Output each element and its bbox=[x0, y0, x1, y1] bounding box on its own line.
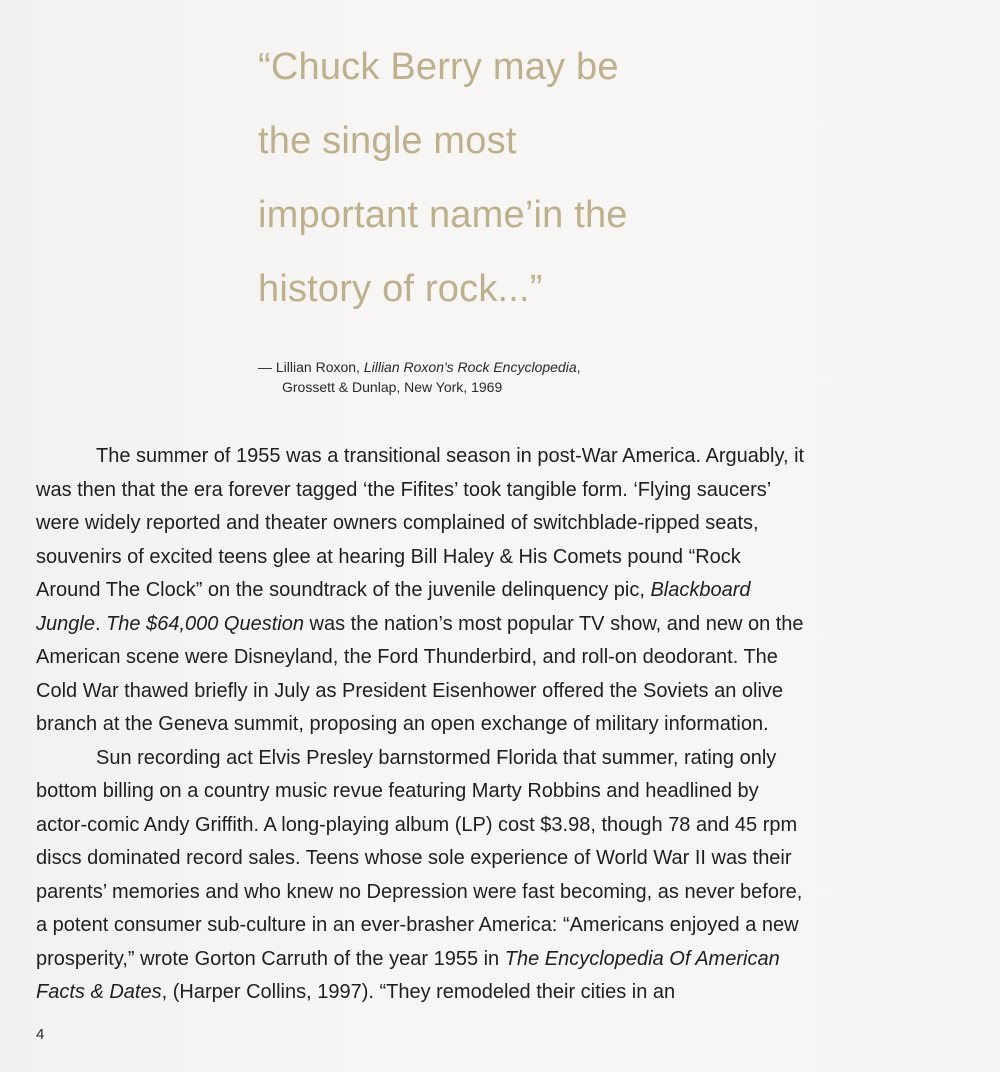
body-line bbox=[36, 574, 1000, 608]
tv-show-title: The $64,000 Question bbox=[106, 612, 304, 635]
body-text-span: Around The Clock” on the soundtrack of the juvenile delinquency pic, bbox=[36, 579, 651, 601]
body-line: parents’ memories and who knew no Depression were fast becoming, as never before, bbox=[36, 880, 803, 903]
attribution-punct: , bbox=[576, 359, 581, 375]
attribution-book-title: Lillian Roxon's Rock Encyclopedia bbox=[363, 359, 577, 375]
book-title: The Encyclopedia Of American bbox=[504, 947, 780, 970]
body-line: bottom billing on a country music revue featuring Marty Robbins and headlined by bbox=[36, 780, 759, 802]
body-text bbox=[36, 440, 1000, 1010]
body-line: The summer of 1955 was a transitional season in post-War America. Arguably, it bbox=[96, 445, 805, 467]
body-line: American scene were Disneyland, the Ford Thunderbird, and roll-on deodorant. The bbox=[36, 646, 778, 668]
body-line bbox=[36, 976, 1000, 1010]
pull-quote-line: “Chuck Berry may be bbox=[258, 46, 619, 88]
book-title-cont: Facts & Dates bbox=[36, 981, 162, 1003]
pull-quote bbox=[258, 30, 778, 326]
quote-attribution bbox=[258, 357, 778, 397]
pull-quote-line: the single most bbox=[258, 120, 517, 162]
body-line: actor-comic Andy Griffith. A long-playing album (LP) cost $3.98, though 78 and 45 rpm bbox=[36, 813, 798, 836]
body-line: branch at the Geneva summit, proposing an open exchange of military information. bbox=[36, 713, 769, 735]
body-line bbox=[36, 943, 1000, 977]
body-text-span: , (Harper Collins, 1997). “They remodeled their cities in an bbox=[161, 981, 676, 1003]
body-text-span: was the nation’s most popular TV show, and new on the bbox=[303, 612, 804, 635]
body-line: souvenirs of excited teens glee at hearing Bill Haley & His Comets pound “Rock bbox=[36, 545, 741, 568]
attribution-line bbox=[258, 357, 778, 377]
body-line: Cold War thawed briefly in July as President Eisenhower offered the Soviets an olive bbox=[36, 679, 784, 702]
body-line: were widely reported and theater owners complained of switchblade-ripped seats, bbox=[36, 512, 759, 534]
body-line: was then that the era forever tagged ‘the Fifites’ took tangible form. ‘Flying saucers’ bbox=[36, 478, 772, 501]
film-title: Blackboard bbox=[650, 579, 751, 601]
body-line: discs dominated record sales. Teens whose sole experience of World War II was their bbox=[36, 847, 792, 869]
page-number: 4 bbox=[36, 1026, 45, 1043]
attribution-publisher: Grossett & Dunlap, New York, 1969 bbox=[282, 379, 503, 395]
film-title-cont: Jungle bbox=[36, 612, 95, 635]
body-text-span: . bbox=[94, 612, 107, 635]
body-line: Sun recording act Elvis Presley barnstormed Florida that summer, rating only bbox=[96, 746, 777, 769]
pull-quote-line: history of rock...” bbox=[258, 268, 543, 310]
attribution-author: — Lillian Roxon, bbox=[258, 359, 364, 375]
body-text-span: prosperity,” wrote Gorton Carruth of the year 1955 in bbox=[36, 947, 505, 970]
pull-quote-line: important name’in the bbox=[258, 194, 628, 236]
body-line: a potent consumer sub-culture in an ever-brasher America: “Americans enjoyed a new bbox=[36, 914, 799, 936]
body-line bbox=[36, 608, 1000, 642]
